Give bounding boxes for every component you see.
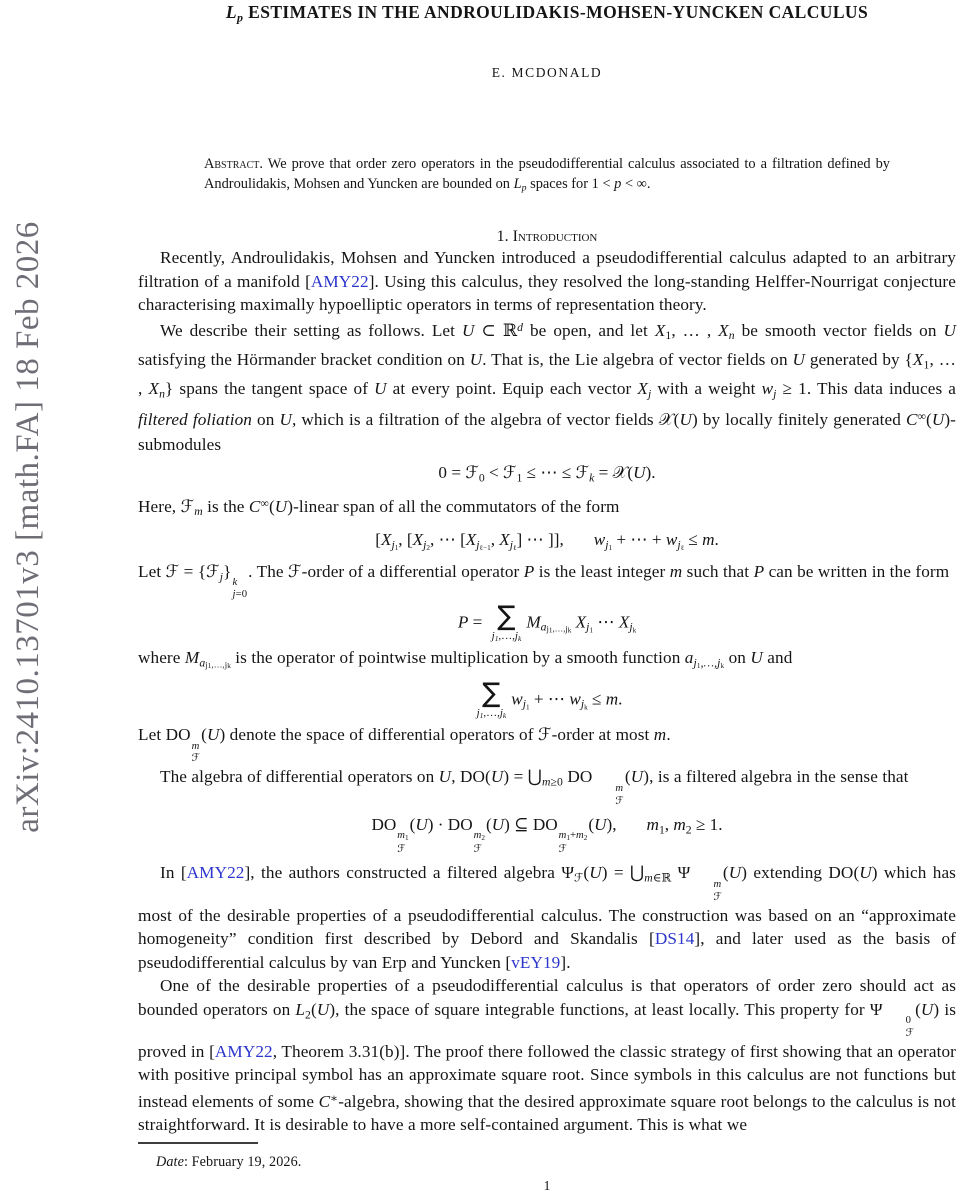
abstract: Abstract. We prove that order zero operators in the pseudodifferential calculus associated to a filtration defined by Androulidakis, Mohsen and Yuncken are bounded on $L_p$ spaces for 1 < p < ∞. (204, 156, 890, 194)
section-heading-introduction: 1. Introduction (496, 228, 598, 246)
date-line: Date: February 19, 2026. (156, 1154, 302, 1170)
paragraph-5: where $M_{aj1,\dots,jk}$ is the operator of pointwise multiplication by a smooth function $a_{j1,\dots,jk}$ on U and (138, 647, 793, 670)
equation-operator-sum: P = ∑ $j_1,\dots,j_k$ $M_{aj1,\dots,jk}$ $X_{j1}$ ⋯ $X_{jk}$ (457, 601, 637, 644)
citation-link[interactable]: AMY22 (186, 863, 245, 883)
footnote (138, 1142, 956, 1171)
paragraph-3: Here, ℱ$_m$ is the C∞(U)-linear span of all the commutators of the form (138, 496, 620, 518)
paragraph-2: We describe their setting as follows. Let U ⊂ ℝ$^d$ be open, and let X1, … , $X_n$ be smooth vector fields on U satisfying the Hörmander bracket condition on U. That is, the Lie algebra of vector fields on U generated by {X1, … , $X_n$} spans the tangent space of U at every point. Equip each vector $X_j$ with a weight $w_j \ge 1$. This data induces a filtered foliation on U, which is a filtration of the algebra of vector fields 𝒳(U) by locally finitely generated C∞(U)-submodules (138, 321, 957, 454)
equation-commutators: [$X_{j1}$, [$X_{j2}$, ⋯ [$X_{j\ell-1}$, $X_{j\ell}$] ⋯ ]], $w_{j1}$ + ⋯ + $w_{j\ell} \le m$. (375, 530, 719, 553)
paper-body (138, 0, 956, 1137)
paper-title: $L_p$ ESTIMATES IN THE ANDROULIDAKIS-MOHSEN-YUNCKEN CALCULUS (225, 2, 869, 25)
paragraph-6: Let DO m ℱ (U) denote the space of differential operators of ℱ-order at most m. (138, 724, 671, 765)
equation-filtered-algebra: DO m1 ℱ (U) · DO m2 ℱ (U) ⊆ DO m1+m2 ℱ (U), m1, m2 ≥ 1. (371, 814, 723, 855)
paragraph-1: Recently, Androulidakis, Mohsen and Yuncken introduced a pseudodifferential calculus adapted to an arbitrary filtration of a manifold [AMY22]. Using this calculus, they resolved the long-standing Helffer-Nourrigat conjecture characterising maximally hypoelliptic operators in terms of representation theory. (138, 248, 956, 315)
paragraph-9: One of the desirable properties of a pseudodifferential calculus is that operators of order zero should act as bounded operators on L2(U), the space of square integrable functions, at least locally. This property for Ψ 0 ℱ (U) is proved in [AMY22, Theorem 3.31(b)]. The proof there followed the classic strategy of first showing that an operator with positive principal symbol has an approximate square root. Since symbols in this calculus are not functions but instead elements of some C∗-algebra, showing that the desired approximate square root belongs to the calculus is not straightforward. It is desirable to have a more self-contained argument. This is what we (138, 976, 956, 1135)
arxiv-identifier-stamp: arXiv:2410.13701v3 [math.FA] 18 Feb 2026 (10, 221, 46, 833)
paragraph-7: The algebra of differential operators on U, $DO(U) = ⋃_m\ge 0$ DO m ℱ (U), is a filtered algebra in the sense that (160, 767, 909, 807)
citation-link[interactable]: AMY22 (214, 1041, 273, 1061)
page-number: 1 (543, 1178, 551, 1193)
equation-weight-sum: ∑ $j_1,\dots,j_k$ $w_{j1}$ + ⋯ $w_{jk} \le m$. (476, 678, 623, 721)
citation-link[interactable]: AMY22 (310, 271, 369, 291)
paragraph-4: Let ℱ = {ℱ$_j$} k j=0 . The ℱ-order of a differential operator P is the least integer m such that P can be written in the form (138, 561, 950, 601)
citation-link[interactable]: vEY19 (511, 952, 561, 972)
author-name: E. MCDONALD (491, 65, 603, 81)
citation-link[interactable]: DS14 (654, 929, 695, 949)
footnote-rule (138, 1142, 258, 1144)
equation-filtration: 0 = ℱ0 < ℱ1 ≤ ⋯ ≤ ℱ$_k$ = 𝒳(U). (438, 463, 656, 485)
paragraph-8: In [AMY22], the authors constructed a filtered algebra $\Psi_ℱ(U)$ = $⋃_m\in ℝ$ Ψ m ℱ (U) extending DO(U) which has most of the desirable properties of a pseudodifferential calculus. The construction was based on an “approximate homogeneity” condition first described by Debord and Skandalis [DS14], and later used as the basis of pseudodifferential calculus by van Erp and Yuncken [vEY19]. (138, 863, 956, 972)
